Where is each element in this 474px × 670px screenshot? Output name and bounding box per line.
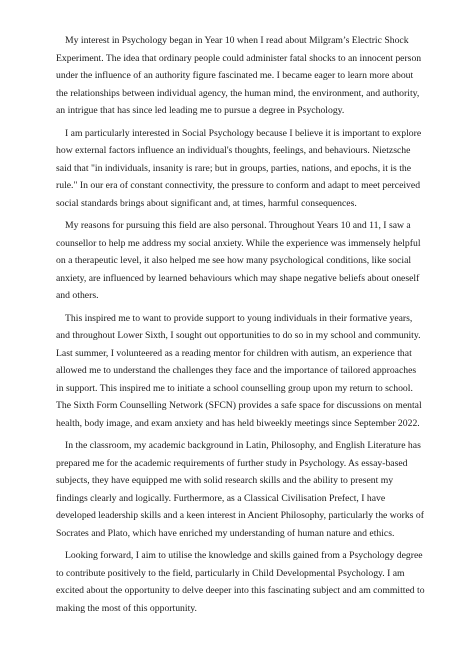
paragraph-personal-reasons: My reasons for pursuing this field are also personal. Throughout Years 10 and 11, I saw a counsellor to help me address my social anxiety. While the experience was immensely helpful on a therapeutic level, it also helped me see how many psychological conditions, like social anxiety, are influenced by learned behaviours which may shape negative beliefs about oneself and others. (56, 220, 421, 301)
paragraph-social-psychology: I am particularly interested in Social Psychology because I believe it is important to explore how external factors influence an individual's thoughts, feelings, and behaviours. Nietzsche said that "in individuals, insanity is rare; but in groups, parties, nations, and epochs, it is the rule." In our era of constant connectivity, the pressure to conform and adapt to meet perceived social standards brings about significant and, at times, harmful consequences. (56, 127, 422, 209)
paragraph-interest-origin: My interest in Psychology began in Year 10 when I read about Milgram’s Electric Shock Experiment. The idea that ordinary people could administer fatal shocks to an innocent person under the influence of an authority figure fascinated me. I became eager to learn more about the relationships between individual agency, the human mind, the environment, and authority, an intrigue that has since led leading me to pursue a degree in Psychology. (56, 35, 422, 116)
paragraph-academic-background: In the classroom, my academic background in Latin, Philosophy, and English Literature has prepared me for the academic requirements of further study in Psychology. As essay-based subjects, they have equipped me with solid research skills and the ability to present my findings clearly and logically. Furthermore, as a Classical Civilisation Prefect, I have developed leadership skills and a keen interest in Ancient Philosophy, particularly the works of Socrates and Plato, which have enriched my understanding of human nature and ethics. (56, 440, 424, 539)
paragraph-volunteering: This inspired me to want to provide support to young individuals in their formative years, and throughout Lower Sixth, I sought out opportunities to do so in my school and community. Last summer, I volunteered as a reading mentor for children with autism, an experience that allowed me to understand the challenges they face and the importance of tailored approaches in support. This inspired me to initiate a school counselling group upon my return to school. The Sixth Form Counselling Network (SFCN) provides a safe space for discussions on mental health, body image, and exam anxiety and has held biweekly meetings since September 2022. (56, 312, 422, 429)
paragraph-conclusion: Looking forward, I aim to utilise the knowledge and skills gained from a Psychology degree to contribute positively to the field, particularly in Child Developmental Psychology. I am excited about the opportunity to delve deeper into this fascinating subject and am committed to making the most of this opportunity. (56, 550, 425, 614)
